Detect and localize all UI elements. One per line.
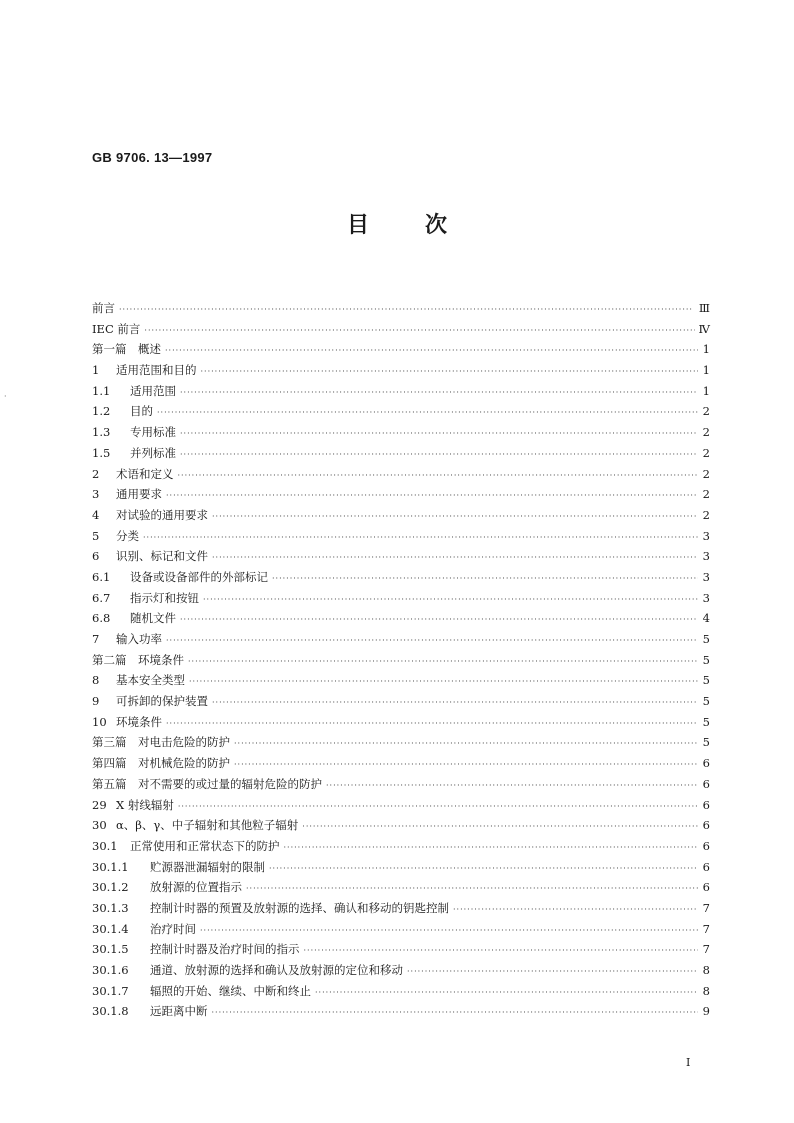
toc-entry[interactable] — [92, 319, 710, 340]
toc-entry[interactable] — [92, 339, 710, 360]
toc-entry[interactable] — [92, 712, 710, 733]
toc-entry-page: 3 — [702, 528, 710, 543]
toc-entry[interactable] — [92, 857, 710, 878]
toc-dot-leader — [166, 714, 698, 735]
toc-dot-leader — [284, 838, 699, 859]
toc-entry-page: 7 — [702, 921, 710, 936]
toc-dot-leader — [407, 962, 698, 983]
toc-entry-title: 治疗时间 — [150, 921, 196, 936]
toc-entry[interactable] — [92, 567, 710, 588]
toc-entry-number: 30.1.3 — [92, 900, 129, 915]
toc-dot-leader — [302, 817, 698, 838]
toc-dot-leader — [178, 466, 699, 487]
toc-dot-leader — [144, 321, 694, 342]
toc-entry-number: 9 — [92, 694, 100, 709]
toc-entry[interactable] — [92, 670, 710, 691]
toc-entry[interactable] — [92, 629, 710, 650]
toc-entry-title: 专用标准 — [130, 425, 176, 440]
standard-code: GB 9706. 13—1997 — [92, 150, 213, 165]
toc-entry-page: 8 — [702, 983, 710, 998]
toc-entry-title: 对试验的通用要求 — [116, 507, 208, 522]
toc-entry[interactable] — [92, 795, 710, 816]
toc-entry-number: 30.1.5 — [92, 942, 129, 957]
toc-entry[interactable] — [92, 608, 710, 629]
toc-entry-title: 目的 — [130, 404, 153, 419]
toc-entry-page: 5 — [702, 632, 710, 646]
page-number: I — [686, 1056, 691, 1069]
toc-entry-page: 1 — [702, 363, 710, 378]
toc-dot-leader — [453, 900, 698, 921]
toc-entry[interactable] — [92, 877, 710, 898]
toc-entry-number: 30.1.8 — [92, 1004, 129, 1019]
toc-entry-title: 控制计时器及治疗时间的指示 — [150, 942, 300, 957]
toc-entry[interactable] — [92, 298, 710, 319]
toc-entry-title: 识别、标记和文件 — [116, 549, 208, 564]
toc-entry-title: 第五篇 对不需要的或过量的辐射危险的防护 — [92, 776, 322, 791]
toc-entry[interactable] — [92, 939, 710, 960]
table-of-contents — [92, 298, 710, 1022]
toc-dot-leader — [212, 1003, 699, 1024]
toc-entry-page: 6 — [702, 880, 710, 895]
toc-dot-leader — [188, 652, 698, 673]
toc-entry-title: X 射线辐射 — [116, 797, 174, 812]
toc-entry-number: 8 — [92, 673, 100, 688]
toc-entry[interactable] — [92, 815, 710, 836]
toc-entry-page: 1 — [702, 383, 710, 398]
toc-entry-page: 5 — [702, 735, 710, 750]
toc-dot-leader — [304, 941, 699, 962]
toc-dot-leader — [166, 486, 698, 507]
toc-entry-page: 3 — [702, 590, 710, 605]
toc-entry-title: 控制计时器的预置及放射源的选择、确认和移动的钥匙控制 — [150, 900, 449, 915]
toc-entry-page: 3 — [702, 549, 710, 564]
toc-entry-number: 30.1.6 — [92, 963, 129, 977]
toc-entry[interactable] — [92, 381, 710, 402]
toc-entry-title: 分类 — [116, 528, 139, 543]
toc-entry-title: 输入功率 — [116, 632, 162, 646]
toc-dot-leader — [234, 734, 698, 755]
toc-entry-number: 30.1 — [92, 838, 118, 853]
toc-entry-title: 辐照的开始、继续、中断和终止 — [150, 983, 311, 998]
toc-entry-page: 2 — [702, 466, 710, 481]
toc-entry-title: 随机文件 — [130, 611, 176, 626]
toc-entry-page: 3 — [702, 569, 710, 584]
toc-entry-page: 7 — [702, 900, 710, 915]
toc-entry-number: 1.1 — [92, 383, 111, 398]
toc-entry-number: 6.1 — [92, 569, 111, 584]
toc-entry-page: 6 — [702, 859, 710, 874]
toc-entry-page: 6 — [702, 838, 710, 853]
toc-entry-page: 5 — [702, 652, 710, 667]
toc-dot-leader — [166, 631, 698, 652]
margin-speck: · — [4, 392, 7, 401]
page-title — [0, 208, 794, 239]
toc-dot-leader — [119, 300, 695, 321]
toc-entry-number: 29 — [92, 797, 107, 812]
toc-entry-page: 9 — [702, 1004, 710, 1019]
toc-entry[interactable] — [92, 774, 710, 795]
toc-entry[interactable] — [92, 443, 710, 464]
toc-entry[interactable] — [92, 422, 710, 443]
toc-entry-title: 通道、放射源的选择和确认及放射源的定位和移动 — [150, 963, 403, 977]
toc-entry[interactable] — [92, 836, 710, 857]
toc-dot-leader — [157, 403, 698, 424]
toc-entry[interactable] — [92, 505, 710, 526]
toc-entry-number: 6.8 — [92, 611, 111, 626]
toc-entry-title: 贮源器泄漏辐射的限制 — [150, 859, 265, 874]
toc-entry-title: 环境条件 — [116, 714, 162, 729]
toc-dot-leader — [189, 672, 698, 693]
toc-entry[interactable] — [92, 691, 710, 712]
toc-dot-leader — [180, 383, 698, 404]
toc-dot-leader — [234, 755, 698, 776]
toc-entry-number: 3 — [92, 487, 100, 502]
toc-entry[interactable] — [92, 898, 710, 919]
toc-entry-number: 1.3 — [92, 425, 111, 440]
toc-entry-page: 5 — [702, 714, 710, 729]
toc-entry-page: 2 — [702, 487, 710, 502]
toc-entry-page: Ⅳ — [698, 321, 710, 336]
toc-entry-number: 10 — [92, 714, 107, 729]
toc-dot-leader — [272, 569, 698, 590]
toc-dot-leader — [203, 590, 698, 611]
toc-entry-page: 6 — [702, 756, 710, 771]
toc-entry-number: 30.1.1 — [92, 859, 129, 874]
toc-entry-number: 1 — [92, 363, 100, 378]
toc-entry[interactable] — [92, 960, 710, 981]
toc-entry-title: 第四篇 对机械危险的防护 — [92, 756, 230, 771]
toc-entry-page: 5 — [702, 673, 710, 688]
toc-entry[interactable] — [92, 650, 710, 671]
toc-entry-title: α、β、γ、中子辐射和其他粒子辐射 — [116, 818, 299, 833]
toc-entry[interactable] — [92, 1001, 710, 1022]
toc-entry-page: 6 — [702, 797, 710, 812]
toc-dot-leader — [212, 693, 698, 714]
toc-entry-title: 通用要求 — [116, 487, 162, 502]
toc-entry-number: 30.1.4 — [92, 921, 129, 936]
toc-entry-page: 4 — [702, 611, 710, 626]
toc-entry[interactable] — [92, 360, 710, 381]
toc-entry[interactable] — [92, 588, 710, 609]
toc-entry-title: 远距离中断 — [150, 1004, 208, 1019]
toc-entry-title: 前言 — [92, 301, 115, 315]
toc-dot-leader — [201, 362, 699, 383]
toc-dot-leader — [315, 983, 698, 1004]
toc-entry[interactable] — [92, 732, 710, 753]
toc-entry-title: 适用范围和目的 — [116, 363, 197, 378]
toc-entry-title: 第一篇 概述 — [92, 342, 161, 357]
toc-entry-number: 30.1.2 — [92, 880, 129, 895]
toc-entry-number: 6.7 — [92, 590, 111, 605]
toc-dot-leader — [178, 797, 698, 818]
toc-entry-page: Ⅲ — [698, 301, 710, 315]
toc-entry-title: 指示灯和按钮 — [130, 590, 199, 605]
toc-entry-title: 并列标准 — [130, 445, 176, 460]
toc-entry-title: IEC 前言 — [92, 321, 141, 336]
toc-entry-title: 适用范围 — [130, 383, 176, 398]
toc-dot-leader — [269, 859, 698, 880]
toc-entry[interactable] — [92, 526, 710, 547]
toc-entry-title: 第三篇 对电击危险的防护 — [92, 735, 230, 750]
toc-entry-title: 放射源的位置指示 — [150, 880, 242, 895]
toc-entry-number: 30.1.7 — [92, 983, 129, 998]
toc-dot-leader — [180, 445, 698, 466]
toc-dot-leader — [143, 528, 698, 549]
toc-entry-page: 7 — [702, 942, 710, 957]
toc-entry-page: 8 — [702, 963, 710, 977]
toc-entry[interactable] — [92, 401, 710, 422]
toc-entry-page: 1 — [702, 342, 710, 357]
toc-entry-number: 1.5 — [92, 445, 111, 460]
toc-entry[interactable] — [92, 546, 710, 567]
toc-dot-leader — [326, 776, 698, 797]
toc-entry-page: 6 — [702, 818, 710, 833]
toc-dot-leader — [200, 921, 698, 942]
toc-dot-leader — [180, 424, 698, 445]
toc-entry-title: 术语和定义 — [116, 466, 174, 481]
toc-entry-title: 可拆卸的保护装置 — [116, 694, 208, 709]
toc-entry-number: 6 — [92, 549, 100, 564]
toc-entry-number: 4 — [92, 507, 100, 522]
page-title-char-1: 目 — [346, 213, 369, 238]
toc-dot-leader — [212, 507, 698, 528]
toc-dot-leader — [246, 879, 698, 900]
toc-entry-number: 2 — [92, 466, 100, 481]
toc-dot-leader — [212, 548, 698, 569]
toc-entry-number: 7 — [92, 632, 100, 646]
toc-dot-leader — [165, 341, 698, 362]
toc-entry-title: 第二篇 环境条件 — [92, 652, 184, 667]
toc-entry-title: 基本安全类型 — [116, 673, 185, 688]
toc-entry-number: 30 — [92, 818, 107, 833]
page-title-char-2: 次 — [425, 213, 448, 238]
toc-entry[interactable] — [92, 753, 710, 774]
toc-dot-leader — [180, 610, 698, 631]
toc-entry-page: 2 — [702, 404, 710, 419]
toc-entry-title: 设备或设备部件的外部标记 — [130, 569, 268, 584]
toc-entry-page: 2 — [702, 445, 710, 460]
toc-entry[interactable] — [92, 919, 710, 940]
toc-entry-page: 2 — [702, 425, 710, 440]
toc-entry[interactable] — [92, 484, 710, 505]
toc-entry-title: 正常使用和正常状态下的防护 — [130, 838, 280, 853]
toc-entry-page: 2 — [702, 507, 710, 522]
toc-entry-page: 5 — [702, 694, 710, 709]
toc-entry[interactable] — [92, 981, 710, 1002]
toc-entry-number: 1.2 — [92, 404, 111, 419]
toc-entry-number: 5 — [92, 528, 100, 543]
toc-entry-page: 6 — [702, 776, 710, 791]
toc-entry[interactable] — [92, 464, 710, 485]
